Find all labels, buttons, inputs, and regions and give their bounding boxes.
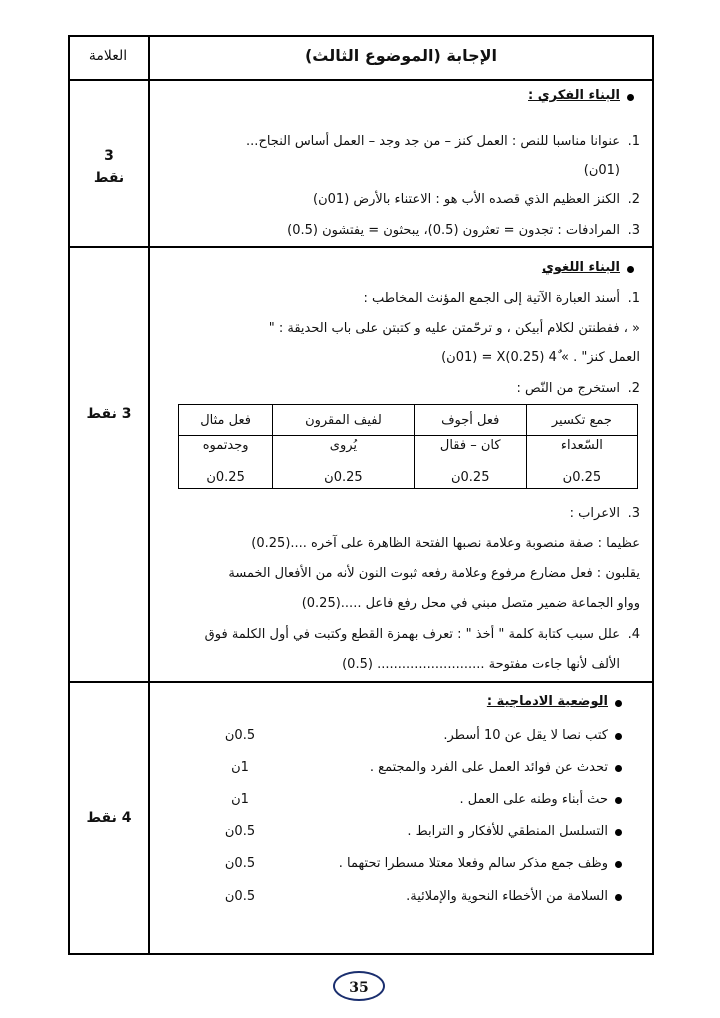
s2-q4-line1: علل سبب كتابة كلمة " أخذ " : تعرف بهمزة القطع وكتبت في أول الكلمة فوق bbox=[204, 627, 620, 642]
criteria-item: حث أبناء وطنه على العمل . bbox=[459, 792, 608, 807]
page-number: 35 bbox=[333, 971, 385, 1001]
s2-q4-number: 4. bbox=[627, 627, 640, 642]
section1-bullet bbox=[627, 94, 634, 101]
section2-title: البناء اللغوي bbox=[541, 260, 620, 275]
section1-points: 3 نقط bbox=[93, 148, 125, 186]
criteria-score: 0.5ن bbox=[224, 856, 256, 871]
criteria-score: 1ن bbox=[231, 760, 249, 775]
s2-q1-quote-line2: العمل كنز" . » 4ٌ X(0.25) = (01ن) bbox=[441, 350, 640, 365]
s1-item2-number: 2. bbox=[627, 192, 640, 207]
s2-q3-text: الاعراب : bbox=[569, 506, 620, 521]
s1-item1-score: (01ن) bbox=[583, 163, 620, 178]
criteria-item: السلامة من الأخطاء النحوية والإملائية. bbox=[406, 889, 608, 904]
grade-column-divider bbox=[148, 35, 150, 955]
s2-q3-number: 3. bbox=[627, 506, 640, 521]
s1-item3-number: 3. bbox=[627, 223, 640, 238]
section3-points: 4 نقط bbox=[86, 810, 132, 826]
section2-divider bbox=[68, 681, 654, 683]
criteria-bullet bbox=[615, 765, 622, 772]
table-cell: وجدتموه 0.25ن bbox=[179, 436, 273, 489]
criteria-item: وظف جمع مذكر سالم وفعلا معتلا مسطرا تحتهما . bbox=[338, 856, 608, 871]
criteria-bullet bbox=[615, 797, 622, 804]
table-header-cell: جمع تكسير bbox=[526, 405, 637, 436]
criteria-item: تحدث عن فوائد العمل على الفرد والمجتمع . bbox=[369, 760, 608, 775]
section2-bullet bbox=[627, 266, 634, 273]
table-header-cell: فعل مثال bbox=[179, 405, 273, 436]
criteria-item: التسلسل المنطقي للأفكار و الترابط . bbox=[407, 824, 608, 839]
extraction-table bbox=[178, 404, 638, 489]
criteria-bullet bbox=[615, 861, 622, 868]
s2-q1-text: أسند العبارة الآتية إلى الجمع المؤنث المخاطب : bbox=[363, 291, 620, 306]
answer-table-frame bbox=[68, 35, 654, 955]
criteria-score: 0.5ن bbox=[224, 728, 256, 743]
s2-q1-number: 1. bbox=[627, 291, 640, 306]
s1-item1-text: عنوانا مناسبا للنص : العمل كنز – من جد وجد – العمل أساس النجاح... bbox=[246, 134, 620, 149]
s2-q1-quote-line1: « ، ففطنتن لكلام أبيكن ، و ترحّمتن عليه و كتبتن على باب الحديقة : " bbox=[268, 321, 640, 336]
table-cell: كان – فقال 0.25ن bbox=[414, 436, 526, 489]
s1-item3-text: المرادفات : تجدون = تعثرون (0.5)، يبحثون = يفتشون (0.5) bbox=[287, 223, 620, 238]
table-header-row bbox=[179, 405, 638, 436]
table-row bbox=[179, 436, 638, 489]
s2-q4-line2: الألف لأنها جاءت مفتوحة .......................... (0.5) bbox=[342, 657, 620, 672]
table-header-cell: فعل أجوف bbox=[414, 405, 526, 436]
s1-item1-number: 1. bbox=[627, 134, 640, 149]
criteria-bullet bbox=[615, 894, 622, 901]
section3-title: الوضعية الادماجية : bbox=[486, 694, 608, 709]
table-cell: يُروى 0.25ن bbox=[273, 436, 414, 489]
criteria-bullet bbox=[615, 733, 622, 740]
page-title: الإجابة (الموضوع الثالث) bbox=[304, 46, 498, 65]
table-cell: السّعداء 0.25ن bbox=[526, 436, 637, 489]
s2-q3-line2: يقلبون : فعل مضارع مرفوع وعلامة رفعه ثبوت النون لأنه من الأفعال الخمسة bbox=[228, 566, 640, 581]
criteria-bullet bbox=[615, 829, 622, 836]
s2-q2-number: 2. bbox=[627, 381, 640, 396]
criteria-score: 0.5ن bbox=[224, 889, 256, 904]
criteria-score: 0.5ن bbox=[224, 824, 256, 839]
s2-q3-line1: عظيما : صفة منصوبة وعلامة نصبها الفتحة الظاهرة على آخره ....(0.25) bbox=[251, 536, 640, 551]
header-divider bbox=[68, 79, 654, 81]
section2-points: 3 نقط bbox=[86, 406, 132, 422]
s1-item2-text: الكنز العظيم الذي قصده الأب هو : الاعتناء بالأرض (01ن) bbox=[313, 192, 620, 207]
section1-title: البناء الفكري : bbox=[528, 88, 620, 103]
section3-bullet bbox=[615, 700, 622, 707]
s2-q3-line3: وواو الجماعة ضمير متصل مبني في محل رفع فاعل .....(0.25) bbox=[301, 596, 640, 611]
section1-divider bbox=[68, 246, 654, 248]
criteria-score: 1ن bbox=[231, 792, 249, 807]
table-header-cell: لفيف المقرون bbox=[273, 405, 414, 436]
grade-column-header: العلامة bbox=[88, 48, 128, 64]
s2-q2-text: استخرج من النّص : bbox=[516, 381, 620, 396]
criteria-item: كتب نصا لا يقل عن 10 أسطر. bbox=[443, 728, 608, 743]
